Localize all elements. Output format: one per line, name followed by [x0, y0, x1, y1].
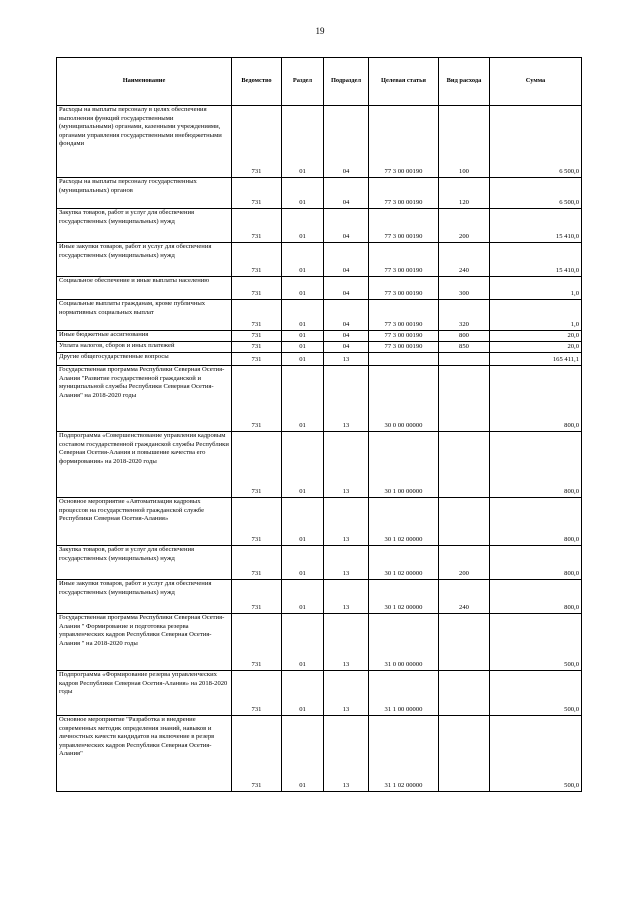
row-subsection: 13: [324, 716, 369, 792]
row-amount: 500,0: [490, 614, 582, 671]
row-department: 731: [232, 366, 282, 432]
row-name: Закупка товаров, работ и услуг для обеспечения государственных (муниципальных) нужд: [57, 546, 232, 580]
row-expense-type: [439, 671, 490, 716]
table-row: [57, 614, 582, 671]
row-amount: 800,0: [490, 498, 582, 546]
row-name: Иные закупки товаров, работ и услуг для обеспечения государственных (муниципальных) нужд: [57, 243, 232, 277]
row-target-item: 77 3 00 00190: [369, 243, 439, 277]
table-row: [57, 353, 582, 366]
row-department: 731: [232, 353, 282, 366]
header-subsection: Подраздел: [324, 58, 369, 106]
row-section: 01: [282, 209, 324, 243]
row-subsection: 13: [324, 546, 369, 580]
row-subsection: 13: [324, 614, 369, 671]
row-subsection: 13: [324, 432, 369, 498]
row-section: 01: [282, 366, 324, 432]
row-expense-type: [439, 498, 490, 546]
row-subsection: 04: [324, 209, 369, 243]
row-section: 01: [282, 331, 324, 342]
row-subsection: 04: [324, 243, 369, 277]
row-subsection: 04: [324, 300, 369, 331]
table-row: [57, 243, 582, 277]
row-section: 01: [282, 546, 324, 580]
row-target-item: 31 1 00 00000: [369, 671, 439, 716]
row-expense-type: 200: [439, 546, 490, 580]
row-section: 01: [282, 432, 324, 498]
row-section: 01: [282, 498, 324, 546]
table-row: [57, 300, 582, 331]
table-row: [57, 671, 582, 716]
row-section: 01: [282, 671, 324, 716]
row-target-item: 77 3 00 00190: [369, 300, 439, 331]
table-row: [57, 498, 582, 546]
row-target-item: 30 1 02 00000: [369, 498, 439, 546]
row-section: 01: [282, 580, 324, 614]
row-name: Подпрограмма «Совершенствование управления кадровым составом государственной гражданской службы Республики Северная Осетия-Алания и повышение качества его формирования» на 2018-2020 годы: [57, 432, 232, 498]
row-department: 731: [232, 716, 282, 792]
row-amount: 6 500,0: [490, 106, 582, 178]
row-amount: 800,0: [490, 432, 582, 498]
row-target-item: 77 3 00 00190: [369, 277, 439, 300]
table-row: [57, 277, 582, 300]
table-row: [57, 178, 582, 209]
row-section: 01: [282, 614, 324, 671]
row-target-item: 77 3 00 00190: [369, 209, 439, 243]
row-amount: 15 410,0: [490, 243, 582, 277]
row-expense-type: [439, 716, 490, 792]
budget-table: [56, 57, 582, 792]
header-target-item: Целевая статья: [369, 58, 439, 106]
row-name: Другие общегосударственные вопросы: [57, 353, 232, 366]
row-amount: 500,0: [490, 716, 582, 792]
header-expense-type: Вид расхода: [439, 58, 490, 106]
row-target-item: 30 1 00 00000: [369, 432, 439, 498]
row-target-item: 77 3 00 00190: [369, 342, 439, 353]
row-subsection: 13: [324, 353, 369, 366]
row-amount: 800,0: [490, 546, 582, 580]
row-expense-type: 100: [439, 106, 490, 178]
table-row: [57, 432, 582, 498]
row-department: 731: [232, 178, 282, 209]
row-target-item: 30 1 02 00000: [369, 546, 439, 580]
header-section: Раздел: [282, 58, 324, 106]
row-amount: 20,0: [490, 331, 582, 342]
row-amount: 15 410,0: [490, 209, 582, 243]
row-department: 731: [232, 243, 282, 277]
row-expense-type: [439, 366, 490, 432]
row-department: 731: [232, 498, 282, 546]
row-amount: 800,0: [490, 580, 582, 614]
row-expense-type: 850: [439, 342, 490, 353]
row-department: 731: [232, 614, 282, 671]
row-target-item: 77 3 00 00190: [369, 178, 439, 209]
row-expense-type: [439, 432, 490, 498]
header-name: Наименование: [57, 58, 232, 106]
row-subsection: 04: [324, 106, 369, 178]
table-row: [57, 546, 582, 580]
page-number: 19: [315, 26, 325, 36]
row-section: 01: [282, 106, 324, 178]
row-amount: 500,0: [490, 671, 582, 716]
row-target-item: 31 1 02 00000: [369, 716, 439, 792]
row-subsection: 04: [324, 331, 369, 342]
table-row: [57, 106, 582, 178]
row-target-item: 30 0 00 00000: [369, 366, 439, 432]
row-expense-type: [439, 614, 490, 671]
row-target-item: 77 3 00 00190: [369, 106, 439, 178]
row-department: 731: [232, 106, 282, 178]
header-amount: Сумма: [490, 58, 582, 106]
row-department: 731: [232, 277, 282, 300]
header-department: Ведомство: [232, 58, 282, 106]
row-section: 01: [282, 353, 324, 366]
row-department: 731: [232, 331, 282, 342]
table-row: [57, 209, 582, 243]
table-row: [57, 580, 582, 614]
row-name: Закупка товаров, работ и услуг для обеспечения государственных (муниципальных) нужд: [57, 209, 232, 243]
row-name: Основное мероприятие "Разработка и внедрение современных методик определения знаний, навыков и личностных качеств кандидатов на включение в резерв управленческих кадров Республики Северная Осетия-Алания": [57, 716, 232, 792]
row-name: Расходы на выплаты персоналу государственных (муниципальных) органов: [57, 178, 232, 209]
row-name: Подпрограмма «Формирование резерва управленческих кадров Республики Северная Осетия-Алания» на 2018-2020 годы: [57, 671, 232, 716]
table-header-row: [57, 58, 582, 106]
row-amount: 800,0: [490, 366, 582, 432]
row-name: Социальные выплаты гражданам, кроме публичных нормативных социальных выплат: [57, 300, 232, 331]
row-subsection: 13: [324, 671, 369, 716]
row-name: Социальное обеспечение и иные выплаты населению: [57, 277, 232, 300]
row-target-item: 30 1 02 00000: [369, 580, 439, 614]
row-department: 731: [232, 671, 282, 716]
row-expense-type: 120: [439, 178, 490, 209]
row-name: Расходы на выплаты персоналу в целях обеспечения выполнения функций государственными (муниципальными) органами, казенными учреждениями, органами управления государственными внебюджетными фондами: [57, 106, 232, 178]
row-target-item: 31 0 00 00000: [369, 614, 439, 671]
row-expense-type: 200: [439, 209, 490, 243]
table-body: [57, 106, 582, 792]
row-subsection: 13: [324, 498, 369, 546]
row-department: 731: [232, 209, 282, 243]
row-name: Иные бюджетные ассигнования: [57, 331, 232, 342]
row-subsection: 13: [324, 580, 369, 614]
row-department: 731: [232, 580, 282, 614]
row-section: 01: [282, 342, 324, 353]
row-subsection: 04: [324, 342, 369, 353]
row-department: 731: [232, 432, 282, 498]
table-row: [57, 331, 582, 342]
row-name: Иные закупки товаров, работ и услуг для обеспечения государственных (муниципальных) нужд: [57, 580, 232, 614]
row-section: 01: [282, 243, 324, 277]
row-subsection: 13: [324, 366, 369, 432]
row-amount: 1,0: [490, 300, 582, 331]
row-amount: 20,0: [490, 342, 582, 353]
row-amount: 165 411,1: [490, 353, 582, 366]
row-amount: 1,0: [490, 277, 582, 300]
row-subsection: 04: [324, 178, 369, 209]
row-department: 731: [232, 300, 282, 331]
row-expense-type: 800: [439, 331, 490, 342]
row-department: 731: [232, 546, 282, 580]
row-name: Государственная программа Республики Северная Осетия-Алания "Развитие государственной гражданской и муниципальной службы Республики Северная Осетия-Алания" на 2018-2020 годы: [57, 366, 232, 432]
row-name: Основное мероприятие «Автоматизация кадровых процессов на государственной гражданской службе Республики Северная Осетия-Алания»: [57, 498, 232, 546]
row-name: Уплата налогов, сборов и иных платежей: [57, 342, 232, 353]
row-section: 01: [282, 277, 324, 300]
row-expense-type: 320: [439, 300, 490, 331]
row-section: 01: [282, 716, 324, 792]
table-row: [57, 716, 582, 792]
row-expense-type: 240: [439, 243, 490, 277]
table-row: [57, 342, 582, 353]
row-expense-type: [439, 353, 490, 366]
row-amount: 6 500,0: [490, 178, 582, 209]
row-target-item: [369, 353, 439, 366]
row-section: 01: [282, 178, 324, 209]
table-row: [57, 366, 582, 432]
row-target-item: 77 3 00 00190: [369, 331, 439, 342]
row-expense-type: 240: [439, 580, 490, 614]
row-department: 731: [232, 342, 282, 353]
row-expense-type: 300: [439, 277, 490, 300]
row-section: 01: [282, 300, 324, 331]
row-name: Государственная программа Республики Северная Осетия-Алания " Формирование и подготовка резерва управленческих кадров Республики Северная Осетия-Алания " на 2018-2020 годы: [57, 614, 232, 671]
row-subsection: 04: [324, 277, 369, 300]
